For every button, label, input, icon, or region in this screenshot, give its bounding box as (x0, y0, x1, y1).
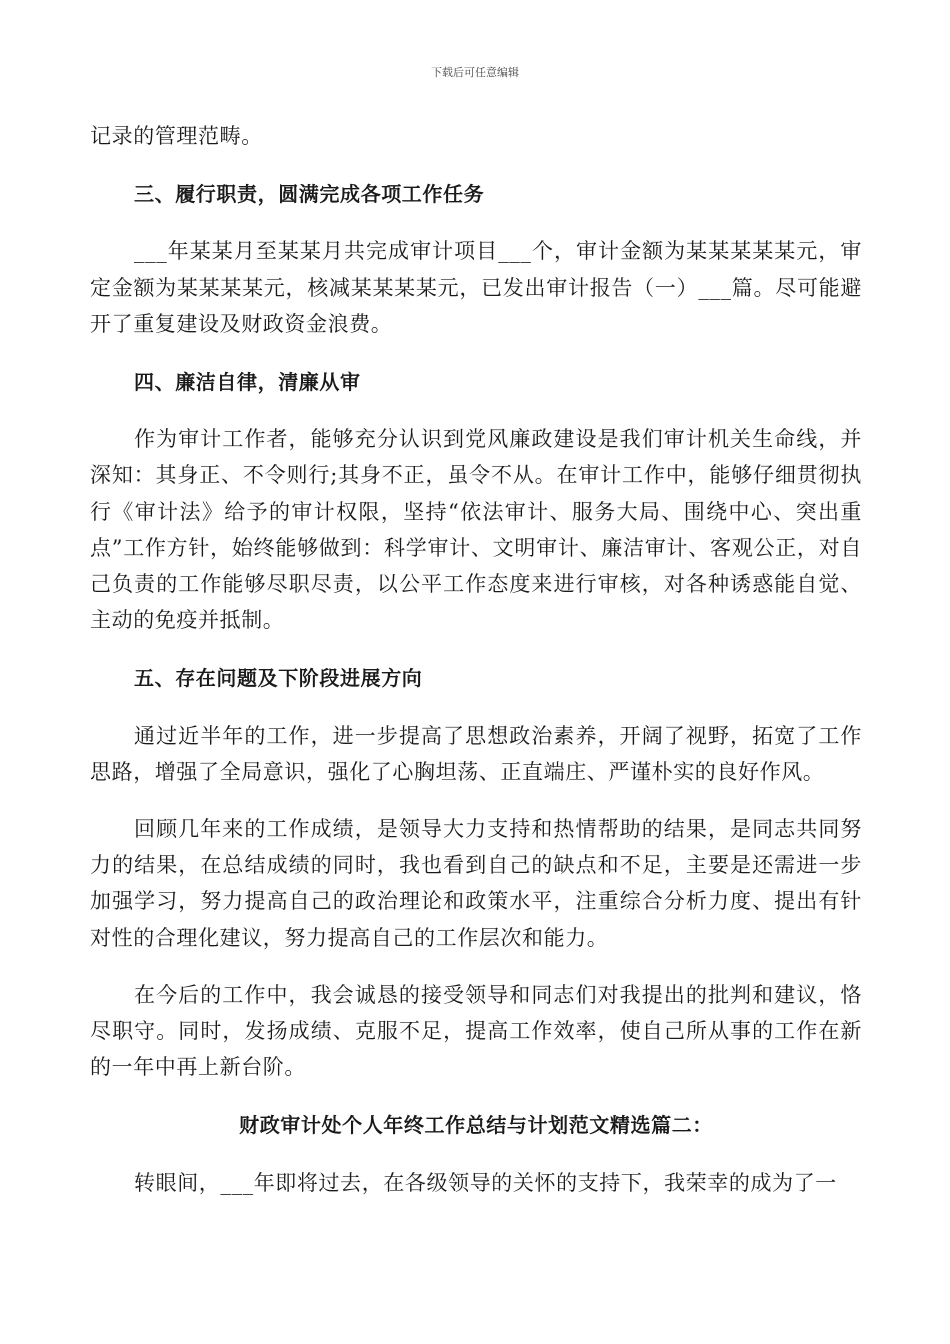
page-header: 下载后可任意编辑 (431, 66, 519, 79)
section-heading-3: 三、履行职责，圆满完成各项工作任务 (134, 182, 485, 207)
paragraph-continuation: 记录的管理范畴。 (90, 124, 263, 148)
paragraph-future: 在今后的工作中，我会诚恳的接受领导和同志们对我提出的批判和建议，恪尽职守。同时，发扬成绩、克服不足，提高工作效率，使自己所从事的工作在新的一年中再上新台阶。 (90, 982, 862, 1080)
paragraph-integrity: 作为审计工作者，能够充分认识到党风廉政建设是我们审计机关生命线，并深知：其身正、不令则行;其身不正，虽令不从。在审计工作中，能够仔细贯彻执行《审计法》给予的审计权限，坚持“依法审计、服务大局、围绕中心、突出重点”工作方针，始终能够做到：科学审计、文明审计、廉洁审计、客观公正，对自己负责的工作能够尽职尽责，以公平工作态度来进行审核，对各种诱惑能自觉、主动的免疫并抵制。 (90, 427, 862, 633)
section-heading-5: 五、存在问题及下阶段进展方向 (134, 666, 423, 691)
document-body (90, 118, 862, 1201)
paragraph-review: 回顾几年来的工作成绩，是领导大力支持和热情帮助的结果，是同志共同努力的结果，在总结成绩的同时，我也看到自己的缺点和不足，主要是还需进一步加强学习，努力提高自己的政治理论和政策水平，注重综合分析力度、提出有针对性的合理化建议，努力提高自己的工作层次和能力。 (90, 817, 862, 950)
paragraph-audit-results: ___年某某月至某某月共完成审计项目___个，审计金额为某某某某某元，审定金额为某某某某元，核减某某某某元，已发出审计报告（一）___篇。尽可能避开了重复建设及财政资金浪费。 (90, 239, 862, 336)
section-heading-4: 四、廉洁自律，清廉从审 (134, 370, 361, 395)
paragraph-progress: 通过近半年的工作，进一步提高了思想政治素养，开阔了视野，拓宽了工作思路，增强了全局意识，强化了心胸坦荡、正直端庄、严谨朴实的良好作风。 (90, 723, 862, 784)
article-title-part-two: 财政审计处个人年终工作总结与计划范文精选篇二： (239, 1113, 713, 1138)
paragraph-part-two-intro: 转眼间，___年即将过去，在各级领导的关怀的支持下，我荣幸的成为了一 (134, 1170, 837, 1195)
